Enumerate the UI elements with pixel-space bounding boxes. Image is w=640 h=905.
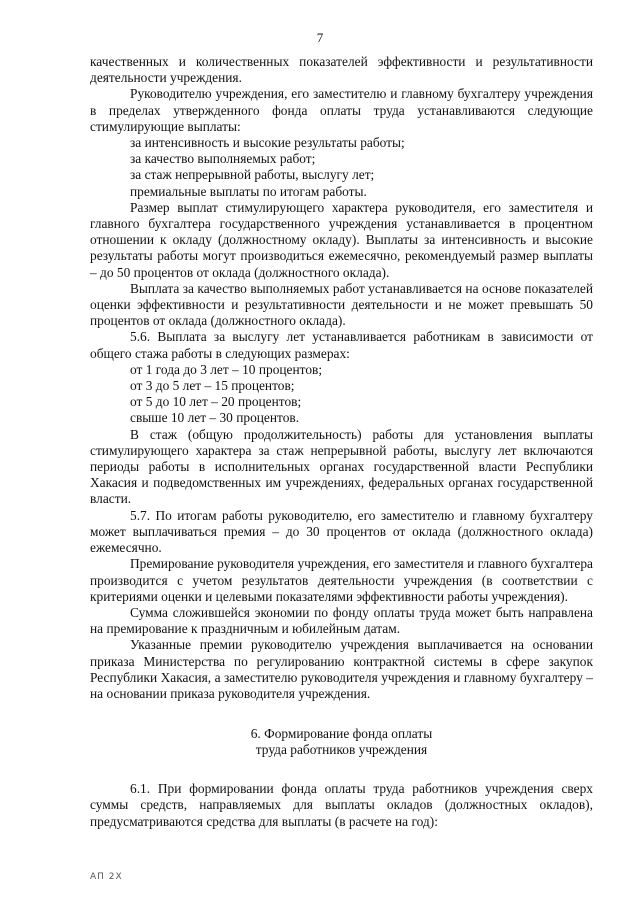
section-heading — [90, 726, 593, 758]
paragraph-block-top — [90, 54, 593, 702]
paragraph: В стаж (общую продолжительность) работы для установления выплаты стимулирующего характера за стаж непрерывной работы, выслугу лет включаются периоды работы в исполнительных органах государственной власти Республики Хакасия и подведомственных им учреждениях, федеральных органах государственной власти. — [90, 426, 593, 507]
paragraph: качественных и количественных показателей эффективности и результативности деятельности учреждения. — [90, 54, 593, 86]
paragraph: 5.6. Выплата за выслугу лет устанавливается работникам в зависимости от общего стажа работы в следующих размерах: — [90, 329, 593, 361]
list-item: от 3 до 5 лет – 15 процентов; — [130, 378, 295, 394]
section-heading-line-2: труда работников учреждения — [255, 742, 428, 758]
list-item: за качество выполняемых работ; — [130, 151, 316, 167]
document-body — [90, 54, 593, 830]
list-item: за стаж непрерывной работы, выслугу лет; — [130, 167, 375, 183]
list-item: свыше 10 лет – 30 процентов. — [130, 410, 300, 426]
list-item: премиальные выплаты по итогам работы. — [130, 183, 367, 199]
paragraph: 5.7. По итогам работы руководителю, его заместителю и главному бухгалтеру может выплачиваться премия – до 30 процентов от оклада (должностного оклада) ежемесячно. — [90, 507, 593, 556]
paragraph: Размер выплат стимулирующего характера руководителя, его заместителя и главного бухгалтера государственного учреждения устанавливается в процентном отношении к окладу (должностному окладу). Выплаты за интенсивность и высокие результаты работы могут производиться ежемесячно, рекомендуемый размер выплаты – до 50 процентов от оклада (должностного оклада). — [90, 199, 593, 280]
list-item: от 1 года до 3 лет – 10 процентов; — [130, 361, 323, 377]
section-heading-line-1: 6. Формирование фонда оплаты — [250, 726, 433, 742]
paragraph: Руководителю учреждения, его заместителю и главному бухгалтеру учреждения в пределах утвержденного фонда оплаты труда устанавливаются следующие стимулирующие выплаты: — [90, 86, 593, 134]
list-item: от 5 до 10 лет – 20 процентов; — [130, 394, 302, 410]
paragraph: Указанные премии руководителю учреждения выплачивается на основании приказа Министерства по регулированию контрактной системы в сфере закупок Республики Хакасия, а заместителю руководителя учреждения и главному бухгалтеру – на основании приказа руководителя учреждения. — [90, 637, 593, 701]
paragraph: Сумма сложившейся экономии по фонду оплаты труда может быть направлена на премирование к праздничным и юбилейным датам. — [90, 604, 593, 637]
paragraph-block-bottom — [90, 781, 593, 830]
paragraph: Премирование руководителя учреждения, его заместителя и главного бухгалтера производится с учетом результатов деятельности учреждения (в соответствии с критериями оценки и целевыми показателями эффективности работы учреждения). — [90, 556, 593, 604]
page-number: 7 — [316, 30, 324, 45]
paragraph: 6.1. При формировании фонда оплаты труда работников учреждения сверх суммы средств, направляемых для выплаты окладов (должностных окладов), предусматриваются средства для выплаты (в расчете на год): — [90, 781, 593, 829]
list-item: за интенсивность и высокие результаты работы; — [130, 135, 405, 151]
paragraph: Выплата за качество выполняемых работ устанавливается на основе показателей оценки эффективности и результативности деятельности и не может превышать 50 процентов от оклада (должностного оклада). — [90, 280, 593, 329]
footer-code: АП 2Х — [90, 872, 123, 882]
